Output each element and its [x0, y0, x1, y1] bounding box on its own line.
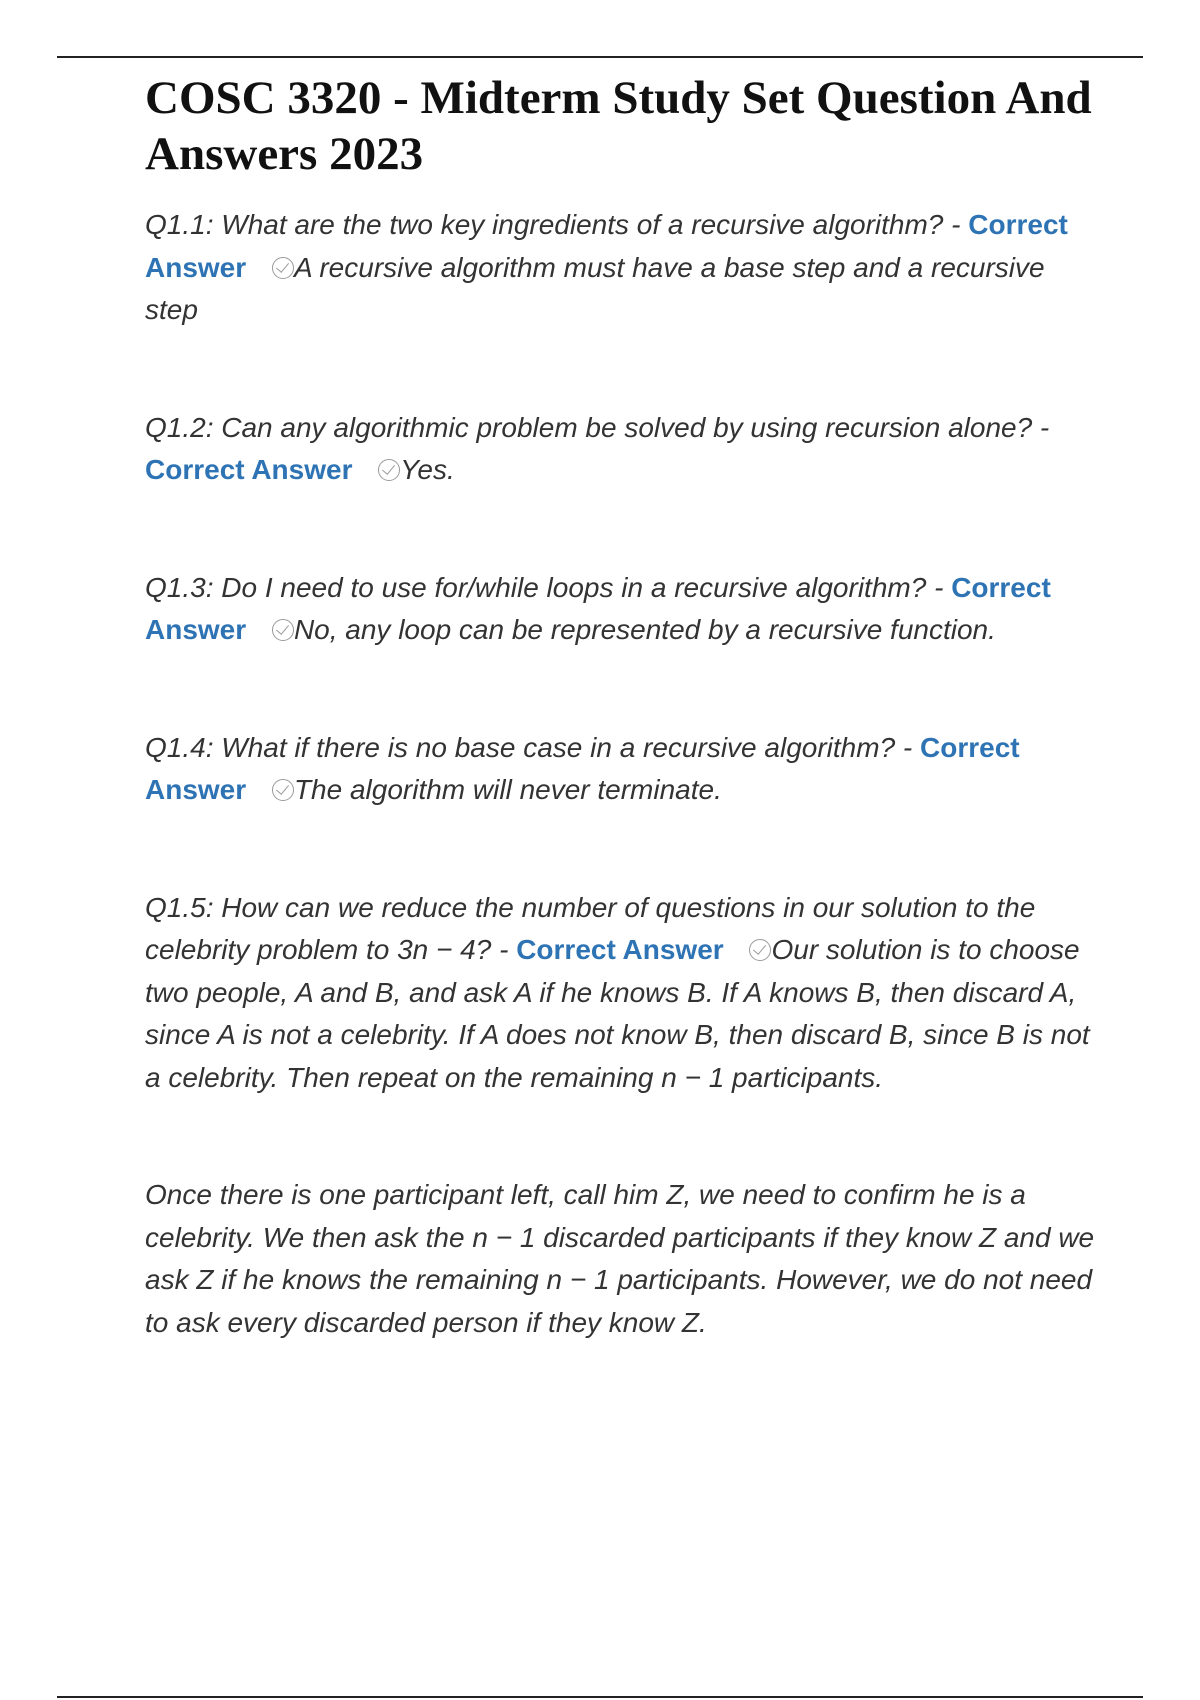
correct-answer-label: Correct Answer: [145, 454, 353, 485]
qa-item: [145, 567, 1105, 652]
question-text: Q1.3: Do I need to use for/while loops in a recursive algorithm? -: [145, 571, 944, 603]
answer-text: A recursive algorithm must have a base step and a recursive step: [145, 251, 1045, 325]
question-text: Q1.2: Can any algorithmic problem be solved by using recursion alone? -: [145, 411, 1050, 443]
answer-text: No, any loop can be represented by a recursive function.: [293, 614, 996, 645]
answer-text: Our solution is to choose two people, A and B, and ask A if he knows B. If A knows B, then discard A, since A is not a celebrity. If A does not know B, then discard B, since B is not a celebrity. Then repeat on the remaining n − 1 participants.: [145, 934, 1090, 1093]
check-circle-icon: [272, 619, 294, 641]
top-rule: [57, 56, 1143, 58]
correct-answer-label: Correct Answer: [516, 934, 724, 965]
check-circle-icon: [272, 257, 294, 279]
question-text: Q1.5: How can we reduce the number of questions in our solution to the celebrity problem to 3n − 4? -: [145, 891, 1036, 965]
correct-answer-label: Correct Answer: [145, 731, 1020, 805]
qa-item: [145, 407, 1105, 492]
correct-answer-label: Correct Answer: [145, 209, 1068, 283]
qa-item: [145, 727, 1105, 812]
qa-item: [145, 887, 1105, 1100]
check-circle-icon: [378, 459, 400, 481]
qa-item: [145, 204, 1105, 332]
page-title: COSC 3320 - Midterm Study Set Question And Answers 2023: [145, 72, 1092, 180]
check-circle-icon: [272, 779, 294, 801]
check-circle-icon: [749, 939, 771, 961]
correct-answer-label: Correct Answer: [145, 571, 1051, 645]
continuation-paragraph: Once there is one participant left, call him Z, we need to confirm he is a celebrity. We then ask the n − 1 discarded participants if they know Z and we ask Z if he knows the remaining n − 1 participants. However, we do not need to ask every discarded person if they know Z.: [145, 1179, 1095, 1338]
answer-text: The algorithm will never terminate.: [293, 774, 722, 805]
answer-text: Yes.: [400, 454, 455, 485]
question-text: Q1.1: What are the two key ingredients of a recursive algorithm? -: [145, 209, 961, 240]
question-text: Q1.4: What if there is no base case in a recursive algorithm? -: [145, 731, 913, 763]
document-body: [145, 70, 1105, 1344]
bottom-rule: [57, 1696, 1143, 1698]
